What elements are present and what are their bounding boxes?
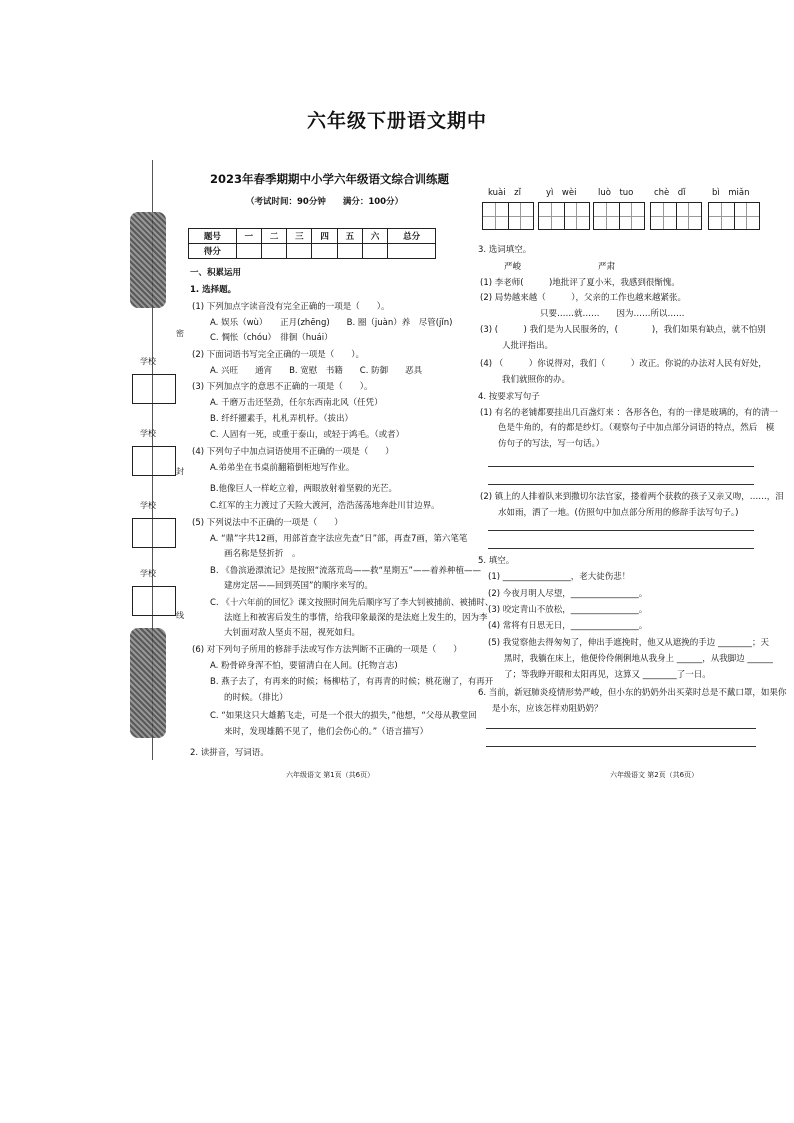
answer-line[interactable] <box>488 548 754 549</box>
option-text: C. 人固有一死，或重于泰山，或轻于鸿毛。（或者） <box>210 430 405 440</box>
score-header-cell: 一 <box>236 229 261 244</box>
question-text: (1) 李老师( )地批评了夏小米，我感到很惭愧。 <box>480 278 680 288</box>
option-text: A. 粉骨碎身浑不怕，要留清白在人间。(托物言志) <box>210 661 398 671</box>
option-text: B.他像巨人一样屹立着，两眼放射着坚毅的光芒。 <box>210 484 398 494</box>
page-footer: 六年级语文 第1页（共6页） <box>286 771 375 779</box>
option-text: B. 纤纤擢素手，札札弄机杼。（拔出） <box>210 414 353 424</box>
answer-line[interactable] <box>486 746 756 747</box>
question-heading: 5. 填空。 <box>478 556 515 566</box>
question-text: (2) 镇上的人排着队来到撒切尔法官家，搂着两个获救的孩子又亲又吻，……，泪 <box>480 492 784 502</box>
school-label: 学校 <box>140 429 156 438</box>
score-table <box>188 228 436 259</box>
answer-line[interactable] <box>488 484 754 485</box>
question-heading: 4. 按要求写句子 <box>478 392 540 402</box>
question-text: 我们就照你的办。 <box>502 375 571 385</box>
fill-blank-text: (3) 咬定青山不放松，________________。 <box>488 605 648 615</box>
pinyin-label: yì wèi <box>546 188 577 198</box>
score-header-cell: 题号 <box>189 229 237 244</box>
question-text: 水如雨，洒了一地。(仿照句中加点部分所用的修辞手法写句子。) <box>498 508 739 518</box>
exam-subtitle: （考试时间：90分钟 满分：100分） <box>246 197 404 207</box>
option-text: B. 《鲁滨逊漂流记》是按照“流落荒岛——救“星期五”——着养种植—— <box>210 566 481 576</box>
option-text: 的时候。（排比） <box>224 693 288 703</box>
score-header-cell: 四 <box>312 229 337 244</box>
question-text: (1) 下列加点字读音没有完全正确的一项是（ ）。 <box>192 302 390 312</box>
school-field[interactable] <box>132 518 176 548</box>
option-text: 来时，发现雄鹅不见了，他们会伤心的。”（语言描写） <box>224 727 429 737</box>
scan-noise-bottom <box>130 628 166 738</box>
score-cell[interactable] <box>362 244 387 259</box>
question-text: (3) ( ) 我们是为人民服务的，( )，我们如果有缺点，就不怕别 <box>480 325 766 335</box>
conjunction-hint: 只要……就…… 因为……所以…… <box>540 309 685 319</box>
question-heading: 2. 读拼音，写词语。 <box>190 748 269 758</box>
scan-noise-top <box>130 212 166 308</box>
answer-line[interactable] <box>488 466 754 467</box>
question-text: (5) 下列说法中不正确的一项是（ ） <box>192 518 343 528</box>
school-label: 学校 <box>140 501 156 510</box>
question-text: 人批评指出。 <box>502 341 554 351</box>
score-row-label: 得分 <box>189 244 237 259</box>
pinyin-label: luò tuo <box>598 188 634 198</box>
option-text: A.弟弟坐在书桌前翻箱倒柜地写作业。 <box>210 463 355 473</box>
fill-blank-text: 了；等我睁开眼和太阳再见，这算又 ________了一日。 <box>504 670 711 680</box>
question-text: 仿句子的写法，写一句话。） <box>498 439 605 449</box>
school-field[interactable] <box>132 446 176 476</box>
question-text: 色是牛角的，有的都是纱灯。（观察句子中加点部分词语的特点，然后 模 <box>498 423 775 433</box>
pinyin-answer-box[interactable] <box>538 202 590 230</box>
seal-char-feng: 封 <box>176 467 184 476</box>
option-text: A. 兴旺 通宵 B. 宽慰 书籍 C. 防御 恶具 <box>210 366 423 376</box>
option-text: B. 燕子去了，有再来的时候；杨柳枯了，有再青的时候；桃花谢了，有再开 <box>210 677 494 687</box>
question-heading: 3. 选词填空。 <box>478 245 532 255</box>
exam-title: 2023年春季期期中小学六年级语文综合训练题 <box>210 172 450 186</box>
option-text: 法庭上和被害后发生的事情，给我印象最深的是法庭上发生的，因为李 <box>224 613 488 623</box>
question-text: 是小东，应该怎样劝阻奶奶？ <box>492 704 603 714</box>
document-title: 六年级下册语文期中 <box>306 110 487 132</box>
word-choice: 严峻 <box>504 262 522 272</box>
score-cell[interactable] <box>287 244 312 259</box>
pinyin-label: bì miǎn <box>712 188 750 198</box>
pinyin-answer-box[interactable] <box>482 202 534 230</box>
word-choice: 严肃 <box>598 262 616 272</box>
score-cell[interactable] <box>388 244 436 259</box>
pinyin-label: kuài zǐ <box>488 188 521 198</box>
fill-blank-text: 黑时，我躺在床上，他便伶伶俐俐地从我身上 ______，从我脚边 ______ <box>504 654 773 664</box>
score-cell[interactable] <box>337 244 362 259</box>
option-text: A. 娱乐（wù） 正月(zhēng) B. 圈（juàn）养 尽管(jǐn) <box>210 318 453 328</box>
section-heading: 一、积累运用 <box>190 268 242 278</box>
question-text: 6. 当前，新冠肺炎疫情形势严峻，但小东的奶奶外出买菜时总是不戴口罩，如果你 <box>478 688 787 698</box>
score-header-cell: 三 <box>287 229 312 244</box>
question-text: (2) 下面词语书写完全正确的一项是（ ）。 <box>192 350 364 360</box>
score-cell[interactable] <box>262 244 287 259</box>
school-field[interactable] <box>132 374 176 404</box>
score-cell[interactable] <box>236 244 261 259</box>
fill-blank-text: (4) 常将有日思无日，________________。 <box>488 621 648 631</box>
question-heading: 1. 选择题。 <box>190 285 237 295</box>
seal-char-xian: 线 <box>176 611 184 620</box>
score-cell[interactable] <box>312 244 337 259</box>
option-text: C. “如果这只大雄鹅飞走，可是一个很大的损失，”他想，“父母从教堂回 <box>210 711 477 721</box>
question-text: (1) 有名的老铺都要挂出几百盏灯来 ：各形各色，有的一律是玻璃的，有的清一 <box>480 408 778 418</box>
seal-char-mi: 密 <box>176 329 184 338</box>
fill-blank-text: (5) 我觉察他去得匆匆了，伸出手遮挽时，他又从遮挽的手边 ________；天 <box>488 638 769 648</box>
pinyin-label: chè dǐ <box>654 188 686 198</box>
answer-line[interactable] <box>488 530 754 531</box>
question-text: (4) （ ）你说得对，我们（ ）改正。你说的办法对人民有好处， <box>480 359 767 369</box>
option-text: C. 《十六年前的回忆》课文按照时间先后顺序写了李大钊被捕前、被捕时、 <box>210 598 494 608</box>
school-label: 学校 <box>140 569 156 578</box>
pinyin-answer-box[interactable] <box>650 202 702 230</box>
score-header-cell: 五 <box>337 229 362 244</box>
exam-sheet <box>118 150 787 790</box>
fill-blank-text: (2) 今夜月明人尽望，________________。 <box>488 589 648 599</box>
score-header-cell: 二 <box>262 229 287 244</box>
fill-blank-text: (1) ________________，老大徒伤悲！ <box>488 572 631 582</box>
option-text: C. 惆怅（chóu） 徘徊（huái） <box>210 333 333 343</box>
option-text: A. “鼎”字共12画，用部首查字法应先查“日”部，再查7画，第六笔笔 <box>210 534 468 544</box>
question-text: (4) 下列句子中加点词语使用不正确的一项是（ ） <box>192 447 394 457</box>
option-text: C.红军的主力渡过了天险大渡河，浩浩荡荡地奔赴川甘边界。 <box>210 501 440 511</box>
option-text: 建房定居——回到英国”的顺序来写的。 <box>224 581 373 591</box>
school-field[interactable] <box>132 586 176 616</box>
score-header-cell: 六 <box>362 229 387 244</box>
question-text: (2) 局势越来越（ ），父亲的工作也越来越紧张。 <box>480 293 686 303</box>
question-text: (3) 下列加点字的意思不正确的一项是（ ）。 <box>192 382 373 392</box>
pinyin-answer-box[interactable] <box>593 202 645 230</box>
option-text: A. 千磨万击还坚劲，任尔东西南北风（任凭） <box>210 398 383 408</box>
pinyin-answer-box[interactable] <box>708 202 760 230</box>
option-text: 大钊面对敌人坚贞不屈，视死如归。 <box>224 628 361 638</box>
answer-line[interactable] <box>486 728 756 729</box>
question-text: (6) 对下列句子所用的修辞手法或写作方法判断不正确的一项是（ ） <box>192 645 462 655</box>
option-text: 画名称是竖折折 。 <box>224 549 301 559</box>
score-header-cell: 总分 <box>388 229 436 244</box>
page-footer: 六年级语文 第2页（共6页） <box>610 771 699 779</box>
school-label: 学校 <box>140 357 156 366</box>
